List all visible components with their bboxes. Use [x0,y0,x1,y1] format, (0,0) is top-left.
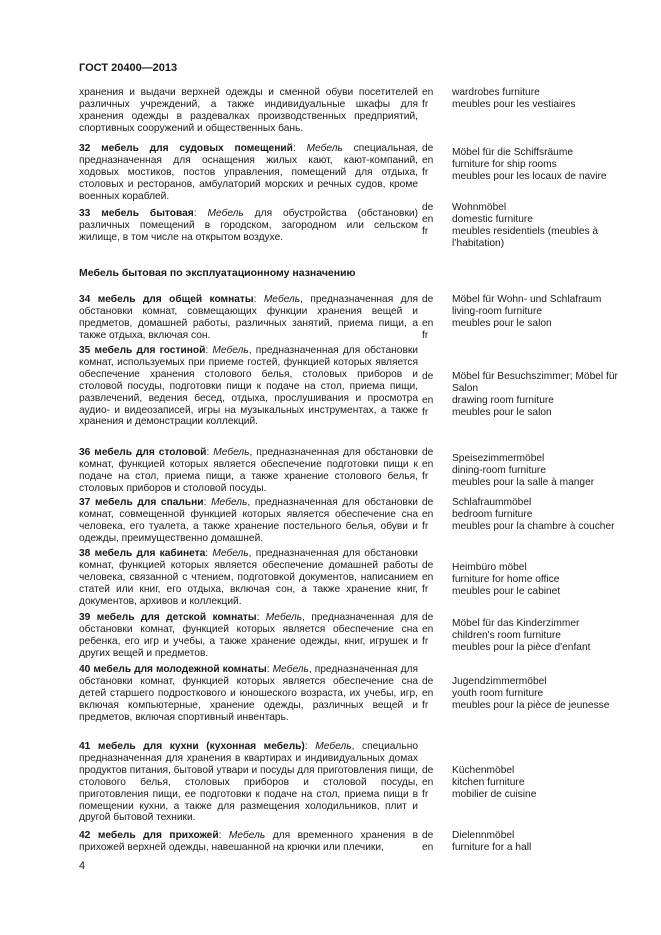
entry-definition: 32 мебель для судовых помещений: Мебель специальная, предназначенная для оснащения жилых кают, кают-компаний, ходовых мостиков, постов управления, помещений для отдыха, столовых и ресторанов, амбулаторий морских и речных судов, кроме военных кораблей. [79,143,418,202]
translations: wardrobes furniture meubles pour les vestiaires [452,87,576,110]
translations: Küchenmöbel kitchen furniture mobilier de cuisine [452,765,537,800]
entry-definition [79,87,418,135]
language-codes: de en fr [422,294,434,341]
definition-text: хранения и выдачи верхней одежды и сменной обуви посетителей различных учреждений, а также индивидуальные шкафы для хранения одежды в раздевалках производственных предприятий, спортивных сооружений и общественных бань. [79,87,418,134]
translations: Schlafraummöbel bedroom furniture meubles pour la chambre à coucher [452,497,615,532]
language-codes: de en fr [422,497,434,532]
language-codes: de en fr [422,560,434,595]
language-codes: de en fr [422,371,434,418]
page-number: 4 [79,860,86,872]
translations: Jugendzimmermöbel youth room furniture meubles pour la pièce de jeunesse [452,676,610,711]
definition-text: специальная, предназначенная для оснащения жилых кают, кают-компаний, ходовых мостиков, постов управления, помещений для отдыха, столовых и ресторанов, амбулаторий морских и речных судов, кроме военных кораблей. [79,143,418,202]
entry-number: 32 [79,143,91,154]
translations: Möbel für Besuchszimmer; Möbel für Salon drawing room furniture meubles pour le salon [452,371,618,418]
translations: Heimbüro möbel furniture for home office meubles pour le cabinet [452,562,561,597]
language-codes: de en fr [422,612,434,647]
translations: Wohnmöbel domestic furniture meubles residentiels (meubles à l’habitation) [452,202,599,249]
entry-definition: 33 мебель бытовая: Мебель для обустройства (обстановки) различных помещений в городском, загородном или сельском жилище, в том числе на открытом воздухе. [79,208,418,243]
language-codes: de en fr [422,143,434,178]
translations: Möbel für die Schiffsräume furniture for ship rooms meubles pour les locaux de navire [452,147,607,182]
section-title: Мебель бытовая по эксплуатационному назначению [79,267,356,279]
definition-lead: Мебель [306,143,343,154]
language-codes: de en [422,830,434,853]
translations: Speisezimmermöbel dining-room furniture meubles pour la salle à manger [452,453,595,488]
translations: Möbel für Wohn- und Schlafraum living-room furniture meubles pour le salon [452,294,602,329]
language-codes: en fr [422,87,434,110]
language-codes: de en fr [422,765,434,800]
translations: Dielennmöbel furniture for a hall [452,830,532,853]
language-codes: de en fr [422,676,434,711]
language-codes: de en fr [422,447,434,482]
language-codes: de en fr [422,202,434,237]
translations: Möbel für das Kinderzimmer children's room furniture meubles pour la pièce d'enfant [452,618,591,653]
document-header: ГОСТ 20400—2013 [79,62,178,74]
entry-term: мебель для судовых помещений [101,143,293,154]
